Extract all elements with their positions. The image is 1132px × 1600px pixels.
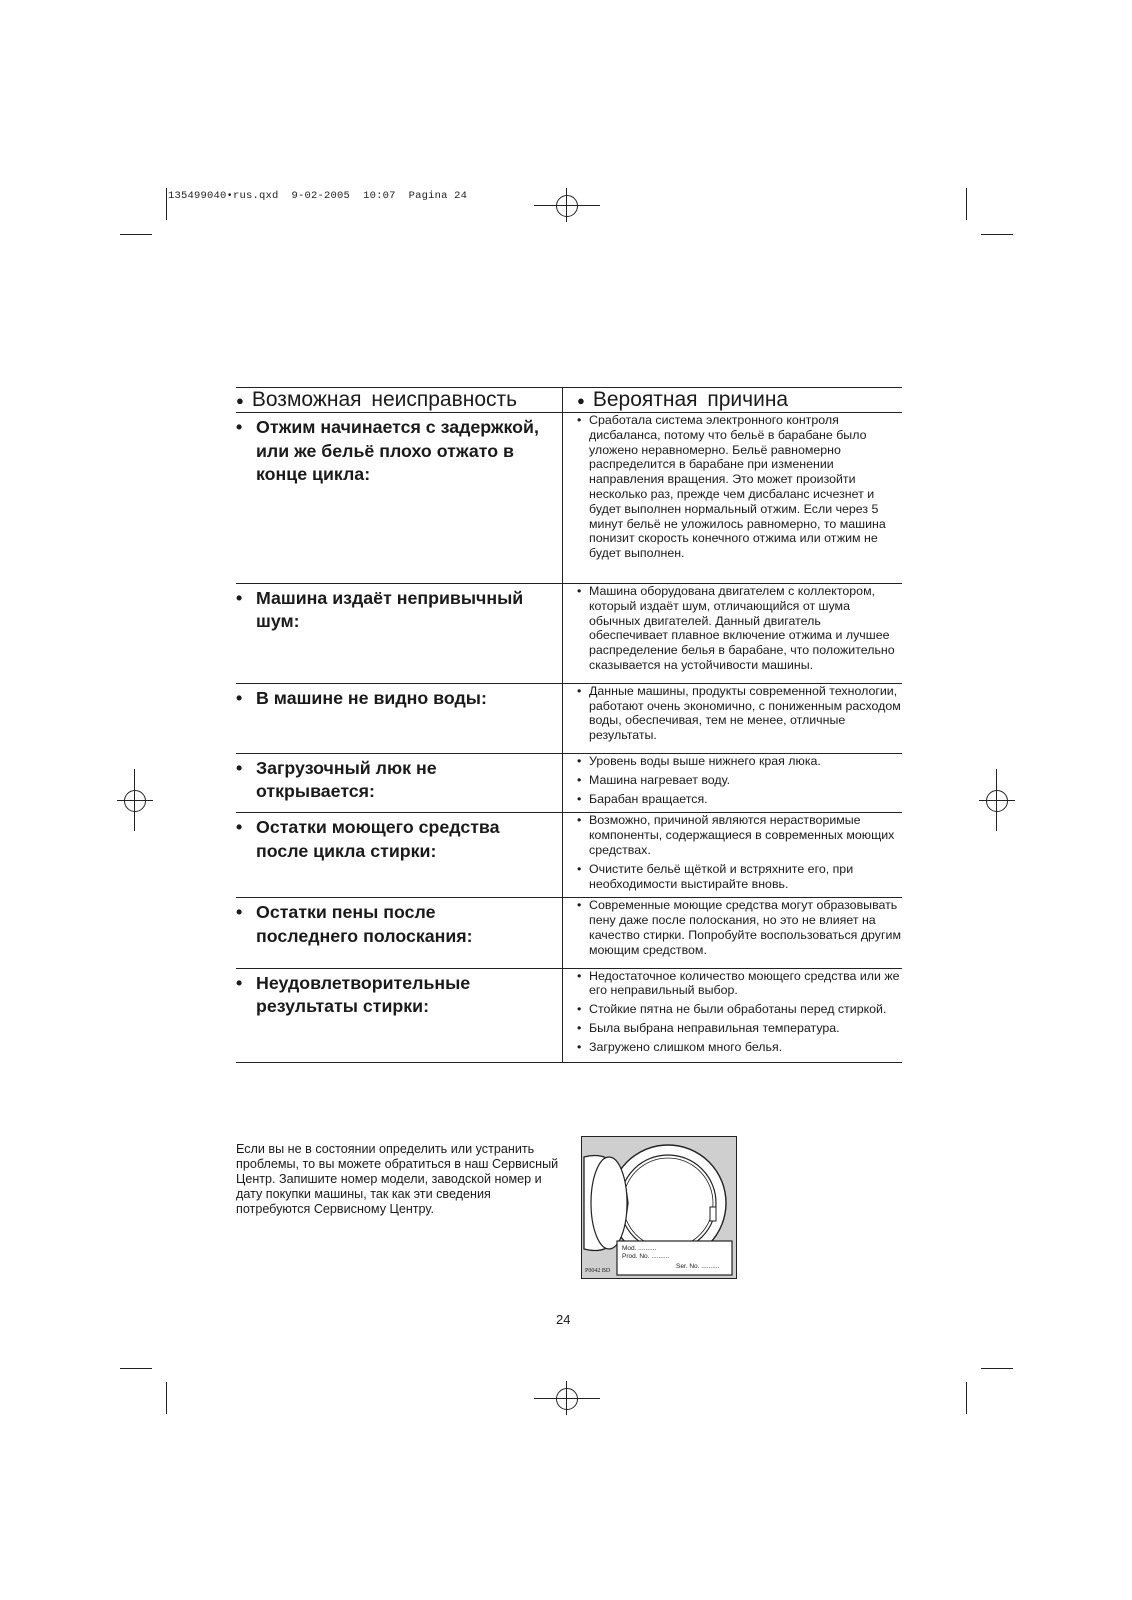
bullet-icon: • <box>236 972 243 993</box>
crop-mark-bottom-left-vertical <box>166 1382 167 1414</box>
cause-item <box>577 792 902 807</box>
cause-text: Возможно, причиной являются нерастворимые компоненты, содержащиеся в современных моющих средствах. <box>589 813 895 857</box>
cause-list <box>577 969 902 1055</box>
plate-prod-label: Prod. No. .......... <box>622 1253 670 1260</box>
bullet-icon: • <box>236 587 243 608</box>
cause-item <box>577 413 902 561</box>
problem-line: или же бельё плохо отжато в <box>256 440 514 461</box>
problem-text <box>236 413 556 487</box>
problem-cell <box>236 898 563 968</box>
problem-text <box>236 684 556 711</box>
problem-line: последнего полоскания: <box>256 925 473 946</box>
cause-text: Стойкие пятна не были обработаны перед стиркой. <box>589 1002 887 1017</box>
bullet-icon: • <box>577 861 582 876</box>
cause-cell <box>563 583 903 683</box>
bullet-icon: • <box>577 898 582 913</box>
bullet-icon: • <box>577 813 582 828</box>
cause-text: Машина нагревает воду. <box>589 772 731 787</box>
cause-item <box>577 754 902 769</box>
cause-item <box>577 584 902 673</box>
crop-mark-top-right-horizontal <box>981 234 1013 235</box>
bullet-icon: • <box>577 772 582 787</box>
problem-line: Остатки моющего средства <box>256 817 500 838</box>
cause-text: Недостаточное количество моющего средства или же его неправильный выбор. <box>589 968 900 998</box>
table-row <box>236 898 902 968</box>
table-row <box>236 583 902 683</box>
bullet-icon: • <box>236 902 243 923</box>
problem-line: результаты стирки: <box>256 996 430 1016</box>
table-row <box>236 968 902 1063</box>
problem-cell <box>236 413 563 584</box>
problem-line: конце цикла: <box>256 464 371 484</box>
plate-code: P0042 BD <box>585 1268 611 1274</box>
crop-mark-bottom-left-horizontal <box>120 1368 152 1369</box>
service-center-note: Если вы не в состоянии определить или устранить проблемы, то вы можете обратиться в наш Сервисный Центр. Запишите номер модели, заводской номер и дату покупки машины, так как эти сведения потребуются Сервисному Центру. <box>236 1142 559 1216</box>
cause-item <box>577 773 902 788</box>
problem-cell <box>236 583 563 683</box>
cause-cell <box>563 813 903 898</box>
cause-text: Загружено слишком много белья. <box>589 1039 783 1054</box>
cause-text: Сработала система электронного контроля дисбаланса, потому что бельё в барабане было уложено неравномерно. Бельё равномерно распределится в барабане при изменении направления вращения. Это может произойти несколько раз, прежде чем дисбаланс исчезнет и будет выполнен нормальный отжим. Если через 5 минут бельё не уложилось равномерно, то машина понизит скорость конечного отжима или отжим не будет выполнен. <box>589 413 886 561</box>
crop-mark-bottom-right-vertical <box>966 1382 967 1414</box>
cause-list <box>577 813 902 891</box>
table-row <box>236 683 902 753</box>
bullet-icon: • <box>236 417 243 437</box>
problem-text <box>236 898 556 948</box>
bullet-icon: • <box>577 413 582 427</box>
cause-cell <box>563 683 903 753</box>
troubleshooting-table <box>236 387 902 1063</box>
problem-line: Загрузочный люк не <box>256 757 437 778</box>
plate-ser-label: Ser. No. .......... <box>676 1263 720 1270</box>
plate-mod-label: Mod. .......... <box>622 1245 657 1252</box>
table-row <box>236 413 902 584</box>
cause-list <box>577 754 902 806</box>
cause-cell <box>563 753 903 812</box>
rating-plate-illustration <box>581 1136 737 1279</box>
bullet-icon: • <box>577 791 582 806</box>
problem-text <box>236 584 556 634</box>
bullet-icon: • <box>236 687 243 708</box>
cause-column-header: ● Вероятная причина <box>577 388 789 411</box>
problem-cell <box>236 813 563 898</box>
bullet-icon: • <box>236 817 243 838</box>
cause-item <box>577 813 902 857</box>
bullet-icon: • <box>577 583 582 598</box>
problem-cell <box>236 968 563 1063</box>
crop-mark-top-left-horizontal <box>120 234 152 235</box>
crop-mark-bottom-right-horizontal <box>981 1368 1013 1369</box>
problem-line: открывается: <box>256 781 375 802</box>
cause-text: Уровень воды выше нижнего края люка. <box>589 753 821 768</box>
cause-cell <box>563 968 903 1063</box>
cause-item <box>577 969 902 999</box>
slug-file: 135499040•rus.qxd <box>168 190 279 202</box>
table-header-row <box>236 388 902 413</box>
cause-text: Машина оборудована двигателем с коллектором, который издаёт шум, отличающийся от шума обычных двигателей. Данный двигатель обеспечивает плавное включение отжима и лучшее распределение белья в барабане, что положительно сказывается на устойчивости машины. <box>589 583 895 672</box>
cause-cell <box>563 413 903 584</box>
cause-list <box>577 584 902 673</box>
problem-cell <box>236 753 563 812</box>
problem-text <box>236 754 556 804</box>
problem-line: Отжим начинается с задержкой, <box>256 417 539 437</box>
cause-list <box>577 684 902 743</box>
cause-text: Была выбрана неправильная температура. <box>589 1020 840 1035</box>
cause-item <box>577 898 902 957</box>
problem-line: Машина издаёт непривычный <box>256 587 524 608</box>
slug-date: 9-02-2005 <box>291 190 351 202</box>
problem-line: В машине не видно воды: <box>256 687 487 708</box>
problem-line: после цикла стирки: <box>256 840 437 861</box>
cause-item <box>577 1021 902 1036</box>
problem-text <box>236 969 556 1019</box>
cause-text: Современные моющие средства могут образовывать пену даже после полоскания, но это не влияет на качество стирки. Попробуйте воспользоваться другим моющим средством. <box>589 898 901 957</box>
cause-item <box>577 1002 902 1017</box>
problem-line: Неудовлетворительные <box>256 972 471 993</box>
problem-text <box>236 813 556 863</box>
cause-item <box>577 1040 902 1055</box>
problem-line: Остатки пены после <box>256 902 436 923</box>
crop-mark-top-right-vertical <box>966 188 967 220</box>
cause-text: Очистите бельё щёткой и встряхните его, при необходимости выстирайте вновь. <box>589 861 854 891</box>
bullet-icon: • <box>577 683 582 698</box>
cause-text: Барабан вращается. <box>589 791 708 806</box>
table-row <box>236 753 902 812</box>
bullet-icon: • <box>577 1002 582 1017</box>
table-row <box>236 813 902 898</box>
bullet-icon: • <box>577 1039 582 1054</box>
cause-cell <box>563 898 903 968</box>
cause-item <box>577 862 902 892</box>
bullet-icon: • <box>577 968 582 983</box>
slug-time: 10:07 <box>363 190 396 202</box>
page-number: 24 <box>556 1312 571 1327</box>
bullet-icon: • <box>236 757 243 778</box>
bullet-icon: • <box>577 753 582 768</box>
bullet-icon: • <box>577 1020 582 1035</box>
cause-list <box>577 898 902 957</box>
cause-text: Данные машины, продукты современной технологии, работают очень экономично, с пониженным расходом воды, обеспечивая, тем не менее, отличные результаты. <box>589 683 901 743</box>
problem-line: шум: <box>256 611 300 632</box>
problem-cell <box>236 683 563 753</box>
cause-item <box>577 684 902 743</box>
slug-page-label: Pagina 24 <box>408 190 468 202</box>
problem-column-header: ● Возможная неисправность <box>236 388 563 413</box>
crop-mark-top-left-vertical <box>166 188 167 220</box>
cause-list <box>577 413 902 561</box>
print-header-slug <box>168 190 467 202</box>
